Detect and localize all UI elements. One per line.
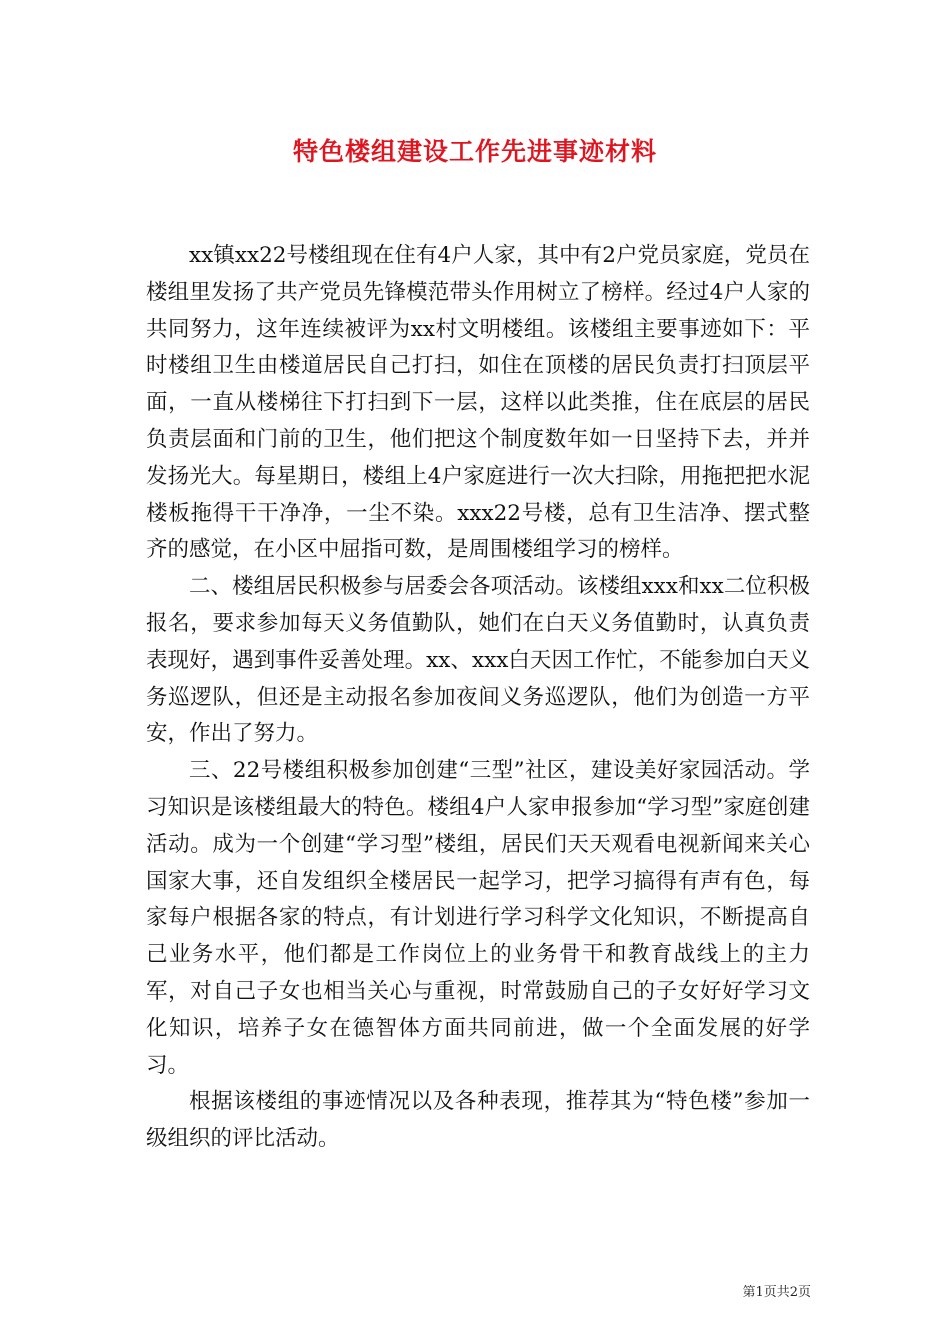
document-body <box>146 238 810 1158</box>
page-number: 第1页共2页 <box>742 1285 811 1300</box>
paragraph-4: 根据该楼组的事迹情况以及各种表现，推荐其为“特色楼”参加一级组织的评比活动。 <box>146 1089 810 1152</box>
paragraph-3: 三、22号楼组积极参加创建“三型”社区，建设美好家园活动。学习知识是该楼组最大的特色。楼组4户人家申报参加“学习型”家庭创建活动。成为一个创建“学习型”楼组，居民们天天观看电视新闻来关心国家大事，还自发组织全楼居民一起学习，把学习搞得有声有色，每家每户根据各家的特点，有计划进行学习科学文化知识，不断提高自己业务水平，他们都是工作岗位上的业务骨干和教育战线上的主力军，对自己子女也相当关心与重视，时常鼓励自己的子女好好学习文化知识，培养子女在德智体方面共同前进，做一个全面发展的好学习。 <box>146 758 810 1078</box>
paragraph-1: xx镇xx22号楼组现在住有4户人家，其中有2户党员家庭，党员在楼组里发扬了共产党员先锋模范带头作用树立了榜样。经过4户人家的共同努力，这年连续被评为xx村文明楼组。该楼组主要事迹如下：平时楼组卫生由楼道居民自己打扫，如住在顶楼的居民负责打扫顶层平面，一直从楼梯往下打扫到下一层，这样以此类推，住在底层的居民负责层面和门前的卫生，他们把这个制度数年如一日坚持下去，并并发扬光大。每星期日，楼组上4户家庭进行一次大扫除，用拖把把水泥楼板拖得干干净净，一尘不染。xxx22号楼，总有卫生洁净、摆式整齐的感觉，在小区中屈指可数，是周围楼组学习的榜样。 <box>146 243 810 563</box>
paragraph-2: 二、楼组居民积极参与居委会各项活动。该楼组xxx和xx二位积极报名，要求参加每天义务值勤队，她们在白天义务值勤时，认真负责表现好，遇到事件妥善处理。xx、xxx白天因工作忙，不能参加白天义务巡逻队，但还是主动报名参加夜间义务巡逻队，他们为创造一方平安，作出了努力。 <box>146 574 810 747</box>
document-title: 特色楼组建设工作先进事迹材料 <box>292 137 657 166</box>
